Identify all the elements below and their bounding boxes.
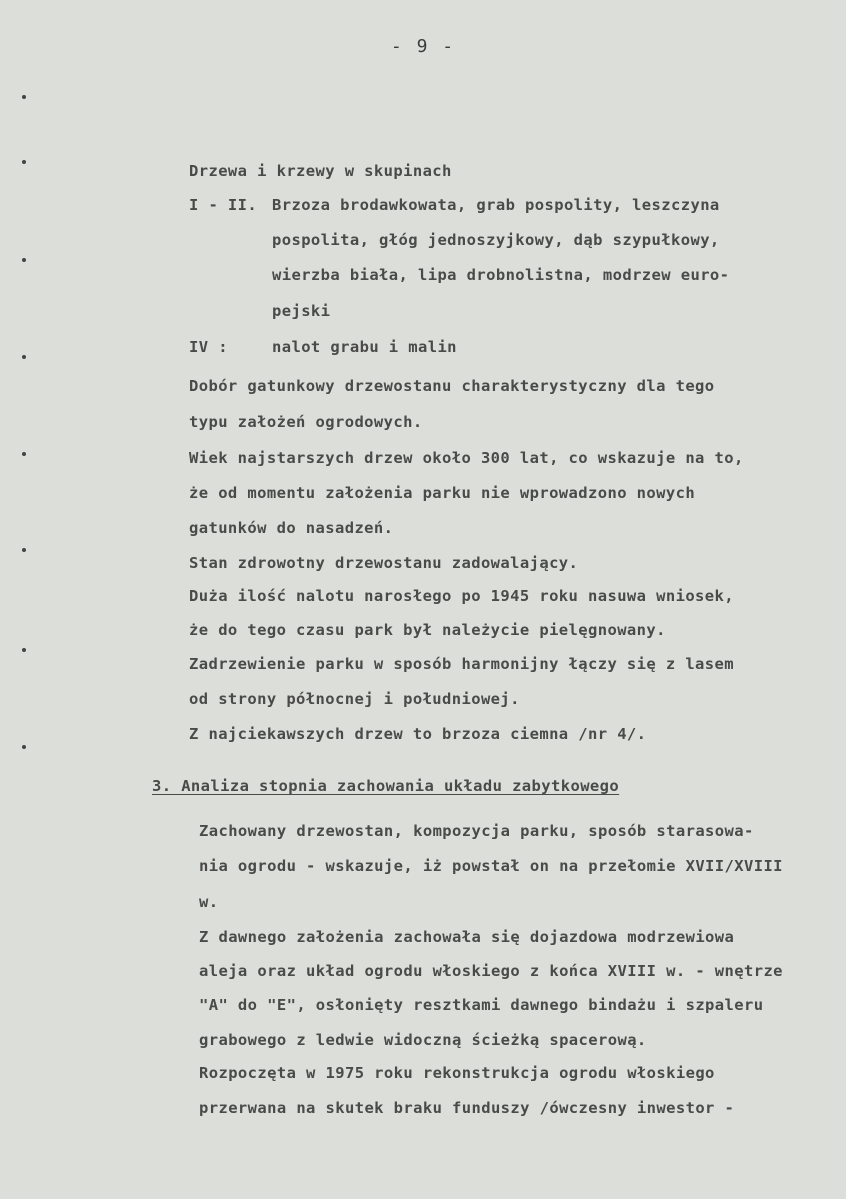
margin-mark — [22, 355, 26, 359]
margin-mark — [22, 745, 26, 749]
body-line: Z najciekawszych drzew to brzoza ciemna /nr 4/. — [189, 725, 647, 743]
margin-mark — [22, 548, 26, 552]
body-line: Stan zdrowotny drzewostanu zadowalający. — [189, 554, 579, 572]
group-label: IV : — [189, 338, 228, 356]
page-number: - 9 - — [390, 36, 456, 57]
section-3-heading: 3. Analiza stopnia zachowania układu zabytkowego — [152, 777, 620, 795]
section-3-line: "A" do "E", osłonięty resztkami dawnego bindażu i szpaleru — [199, 996, 764, 1014]
section-3-line: aleja oraz układ ogrodu włoskiego z końca XVIII w. - wnętrze — [199, 962, 783, 980]
section-3-line: w. — [199, 893, 219, 911]
margin-mark — [22, 258, 26, 262]
section-3-line: Rozpoczęta w 1975 roku rekonstrukcja ogrodu włoskiego — [199, 1064, 715, 1082]
body-line: typu założeń ogrodowych. — [189, 413, 423, 431]
group-line: nalot grabu i malin — [272, 338, 457, 356]
body-line: Zadrzewienie parku w sposób harmonijny łączy się z lasem — [189, 655, 734, 673]
group-line: wierzba biała, lipa drobnolistna, modrzew euro- — [272, 266, 730, 284]
body-line: gatunków do nasadzeń. — [189, 519, 394, 537]
margin-mark — [22, 648, 26, 652]
section-3-line: nia ogrodu - wskazuje, iż powstał on na przełomie XVII/XVIII — [199, 857, 783, 875]
body-line: że od momentu założenia parku nie wprowadzono nowych — [189, 484, 696, 502]
body-line: że do tego czasu park był należycie pielęgnowany. — [189, 621, 666, 639]
group-line: Brzoza brodawkowata, grab pospolity, leszczyna — [272, 196, 720, 214]
body-line: Duża ilość nalotu narosłego po 1945 roku nasuwa wniosek, — [189, 587, 734, 605]
body-line: od strony północnej i południowej. — [189, 690, 520, 708]
margin-mark — [22, 95, 26, 99]
section-3-line: grabowego z ledwie widoczną ścieżką spacerową. — [199, 1031, 647, 1049]
section-3-line: Z dawnego założenia zachowała się dojazdowa modrzewiowa — [199, 928, 735, 946]
section-3-line: przerwana na skutek braku funduszy /ówczesny inwestor - — [199, 1099, 735, 1117]
section-title-trees: Drzewa i krzewy w skupinach — [189, 162, 452, 180]
group-line: pospolita, głóg jednoszyjkowy, dąb szypułkowy, — [272, 231, 720, 249]
group-line: pejski — [272, 302, 331, 320]
body-line: Dobór gatunkowy drzewostanu charakterystyczny dla tego — [189, 377, 715, 395]
body-line: Wiek najstarszych drzew około 300 lat, co wskazuje na to, — [189, 449, 744, 467]
margin-mark — [22, 452, 26, 456]
section-3-line: Zachowany drzewostan, kompozycja parku, sposób starasowa- — [199, 822, 754, 840]
group-label: I - II. — [189, 196, 258, 214]
margin-mark — [22, 160, 26, 164]
